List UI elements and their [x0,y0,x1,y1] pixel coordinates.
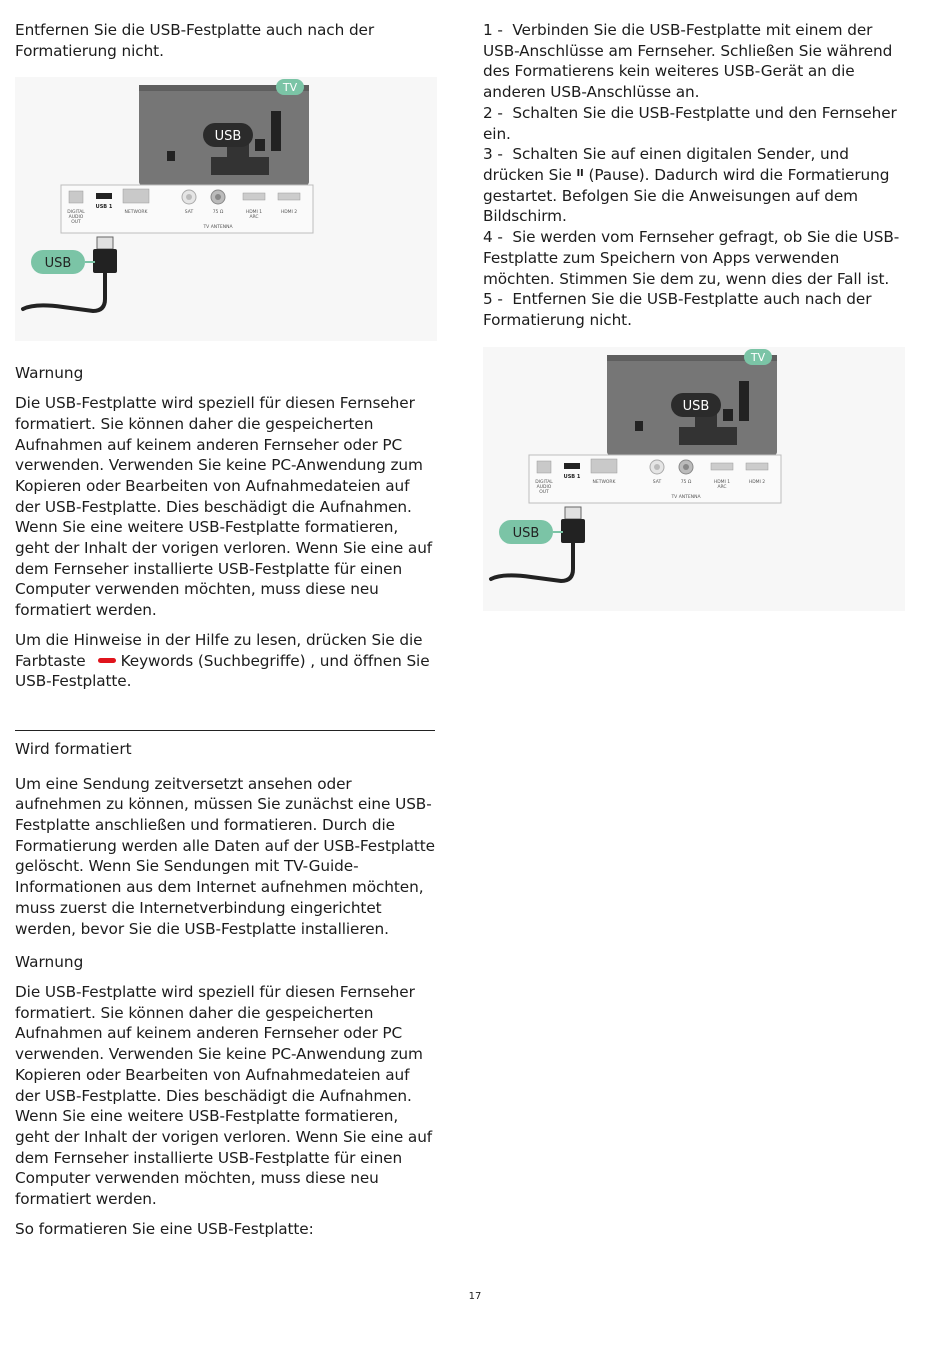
usb-diagram-svg [15,77,437,341]
help-keyword-link[interactable]: Keywords (Suchbegriffe) [120,651,306,670]
step-3-text-after: (Pause). Dadurch wird die Formatierung gestartet. Befolgen Sie die Anweisungen auf dem Bildschirm. [483,165,890,226]
svg-text:TV ANTENNA: TV ANTENNA [203,225,233,231]
svg-text:SAT: SAT [652,479,662,485]
usb-diagram-svg-2 [483,347,905,611]
svg-text:AUDIO: AUDIO [536,484,552,490]
usb-port [96,193,112,199]
usb-connection-illustration [15,77,437,341]
usb-cable-2 [491,543,573,581]
svg-text:ARC: ARC [717,484,727,490]
warning1-heading: Warnung [15,364,84,383]
help-topic-link[interactable]: USB-Festplatte [15,672,127,691]
svg-text:TV ANTENNA: TV ANTENNA [671,494,701,500]
step-1-text: Verbinden Sie die USB-Festplatte mit einem der USB-Anschlüsse am Fernseher. Schließen Sie während des Formatierens kein weiteres USB-Gerät an die anderen USB-Anschlüsse an. [483,21,893,102]
svg-text:OUT: OUT [539,489,549,495]
usb-badge-top-2-label: USB [682,398,710,414]
left-column [15,20,437,1239]
svg-text:HDMI 1: HDMI 1 [245,210,263,216]
section-heading: Wird formatiert [15,739,132,758]
step-3-text-before: Schalten Sie auf einen digitalen Sender, und drücken Sie [483,145,849,184]
step-3-number: 3 - [483,145,503,164]
usb-plug-metal [97,237,113,249]
svg-text:DIGITAL: DIGITAL [67,210,85,216]
hdmi1-port [243,193,265,200]
intro-paragraph: Entfernen Sie die USB-Festplatte auch nach der Formatierung nicht. [15,21,375,60]
help-text-2: , und öffnen Sie [310,651,430,670]
step-4-number: 4 - [483,228,503,247]
usb-connection-illustration-2 [483,347,905,611]
svg-text:AUDIO: AUDIO [68,215,84,221]
right-column [483,20,903,611]
step-2-number: 2 - [483,103,503,122]
svg-text:ARC: ARC [249,215,259,221]
section-divider [15,730,435,731]
svg-text:HDMI 2: HDMI 2 [748,479,766,485]
usb-badge-top-label: USB [214,129,242,145]
network-port [123,189,149,203]
svg-text:USB 1: USB 1 [563,473,581,480]
tv-badge-label: TV [282,81,298,95]
step-3 [483,144,903,227]
optical-port [69,191,83,203]
tv-badge-2-label: TV [750,350,766,364]
svg-text:NETWORK: NETWORK [124,210,148,216]
hdmi2-port [278,193,300,200]
pause-icon: II [576,168,584,180]
svg-text:75 Ω: 75 Ω [680,479,692,485]
step-2-text: Schalten Sie die USB-Festplatte und den Fernseher ein. [483,103,897,143]
usb-plug-body [93,249,117,273]
help-paragraph [15,630,437,692]
warning2-paragraph: Die USB-Festplatte wird speziell für diesen Fernseher formatiert. Sie können daher die gespeicherten Aufnahmen auf keinem anderen Fernseher oder PC verwenden. Verwenden Sie keine PC-Anwendung zum Kopieren oder Bearbeiten von Aufnahmedateien auf der USB-Festplatte. Dies beschädigt die Aufnahmen. Wenn Sie eine weitere USB-Festplatte formatieren, geht der Inhalt der vorigen verloren. Wenn Sie eine auf dem Fernseher installierte USB-Festplatte für einen Computer verwenden möchten, muss diese neu formatiert werden. [15,982,433,1209]
section-paragraph: Um eine Sendung zeitversetzt ansehen oder aufnehmen zu können, müssen Sie zunächst eine USB-Festplatte anschließen und formatieren. Durch die Formatierung werden alle Daten auf der USB-Festplatte gelöscht. Wenn Sie Sendungen mit TV-Guide-Informationen aus dem Internet aufnehmen möchten, muss zuerst die Internetverbindung eingerichtet werden, bevor Sie die USB-Festplatte installieren. [15,774,435,938]
svg-text:NETWORK: NETWORK [592,479,616,485]
red-color-key-icon [98,658,116,663]
svg-text:75 Ω: 75 Ω [212,210,224,216]
svg-text:HDMI 1: HDMI 1 [713,479,731,485]
svg-text:OUT: OUT [71,220,81,226]
help-text-1: Um die Hinweise in der Hilfe zu lesen, drücken Sie die Farbtaste [15,630,423,670]
step-1 [483,20,903,103]
step-1-number: 1 - [483,21,503,39]
step-5 [483,289,903,330]
step-5-number: 5 - [483,290,503,309]
how-to-paragraph: So formatieren Sie eine USB-Festplatte: [15,1219,314,1238]
step-5-text: Entfernen Sie die USB-Festplatte auch nach der Formatierung nicht. [483,290,872,329]
usb-badge-bottom-2-label: USB [512,525,540,541]
step-2 [483,103,903,144]
warning2-heading: Warnung [15,953,84,972]
usb-cable [23,273,105,311]
help-text-3: . [126,672,132,691]
svg-text:USB 1: USB 1 [95,204,113,211]
svg-text:SAT: SAT [184,210,194,216]
warning1-paragraph: Die USB-Festplatte wird speziell für diesen Fernseher formatiert. Sie können daher die gespeicherten Aufnahmen auf keinem anderen Fernseher oder PC verwenden. Verwenden Sie keine PC-Anwendung zum Kopieren oder Bearbeiten von Aufnahmedateien auf der USB-Festplatte. Dies beschädigt die Aufnahmen. Wenn Sie eine weitere USB-Festplatte formatieren, geht der Inhalt der vorigen verloren. Wenn Sie eine auf dem Fernseher installierte USB-Festplatte für einen Computer verwenden möchten, muss diese neu formatiert werden. [15,394,433,620]
usb-badge-bottom-label: USB [44,256,72,272]
svg-text:DIGITAL: DIGITAL [535,479,553,485]
page-number: 17 [468,1291,482,1302]
step-4-text: Sie werden vom Fernseher gefragt, ob Sie die USB-Festplatte zum Speichern von Apps verwenden möchten. Stimmen Sie dem zu, wenn dies der Fall ist. [483,228,900,288]
step-4 [483,227,903,289]
svg-text:HDMI 2: HDMI 2 [280,210,298,216]
